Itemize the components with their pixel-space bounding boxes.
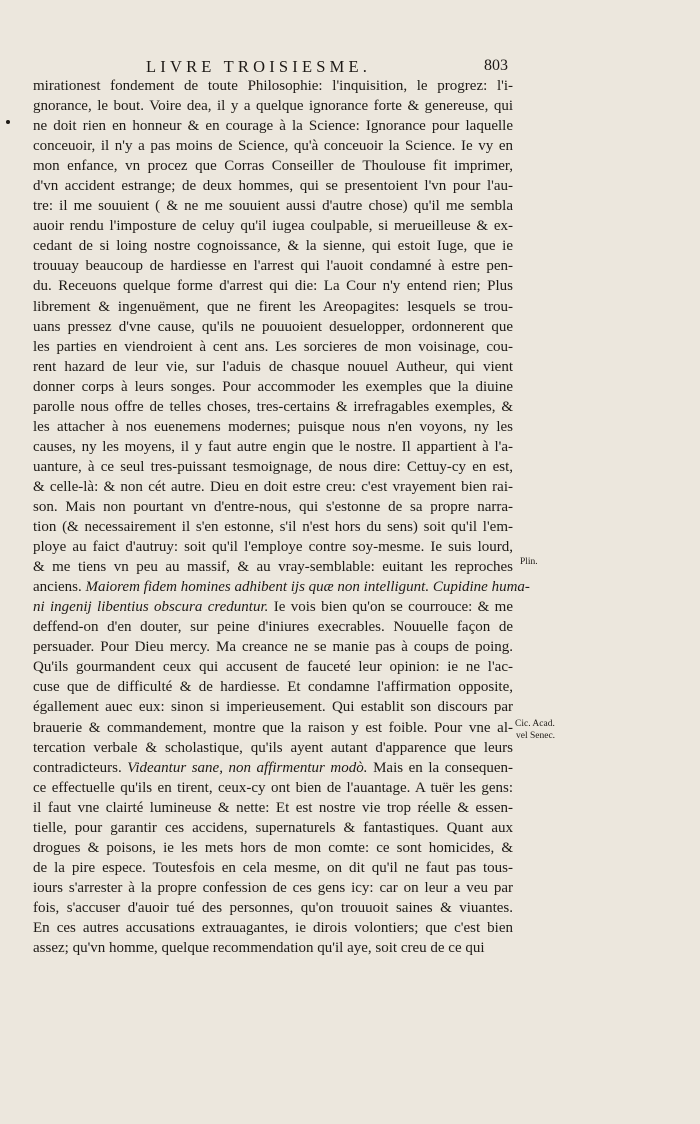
line-text: ne doit rien en honneur & en courage à la Science: Ignorance pour laquelle xyxy=(33,118,513,135)
line-text: causes, ny les moyens, il y faut autre engin que le nostre. Il appartient à l'a- xyxy=(33,438,513,455)
line-text: anciens. xyxy=(33,579,82,596)
text-line xyxy=(33,176,513,196)
line-text: égallement auec eux: sinon si imperieusement. Qui establit son discours par xyxy=(33,699,513,716)
text-line xyxy=(33,677,513,697)
text-line xyxy=(33,617,513,637)
text-line xyxy=(33,236,513,256)
text-line xyxy=(33,116,513,136)
line-text: & me tiens vn peu au massif, & au vray-semblable: euitant les reproches xyxy=(33,559,513,576)
line-text: tielle, pour garantir ces accidens, supernaturels & fantastiques. Quant aux xyxy=(33,819,513,836)
line-text: persuader. Pour Dieu mercy. Ma creance ne se manie pas à coups de poing. xyxy=(33,639,513,656)
line-text: mirationest fondement de toute Philosophie: l'inquisition, le progrez: l'i- xyxy=(33,78,513,94)
line-text: rent hazard de leur vie, sur l'aduis de chasque nouuel Autheur, qui vient xyxy=(33,358,513,375)
line-text: Ie vois bien qu'on se courrouce: & me xyxy=(273,599,514,616)
line-text: Qu'ils gourmandent ceux qui accusent de fauceté leur opinion: ie ne l'ac- xyxy=(33,659,513,676)
line-text: assez; qu'vn homme, quelque recommendation qu'il aye, soit creu de ce qui xyxy=(33,940,485,957)
line-text: Mais en la consequen- xyxy=(373,759,514,776)
line-text: brauerie & commandement, montre que la raison y est foible. Pour vne al- xyxy=(33,719,513,736)
running-head: LIVRE TROISIESME. xyxy=(146,57,372,76)
line-text: deffend-on d'en douter, sur peine d'iniures execrables. Nouuelle façon de xyxy=(33,619,513,636)
text-line xyxy=(33,818,513,838)
text-line xyxy=(33,758,513,778)
text-line xyxy=(33,497,513,517)
page-number: 803 xyxy=(484,57,508,74)
text-line xyxy=(33,216,513,236)
line-text: donner corps à leurs songes. Pour accommoder les exemples que la diuine xyxy=(33,378,513,395)
line-text: les parties en viendroient à cent ans. Les sorcieres de mon voisinage, cou- xyxy=(33,338,513,355)
line-text: contradicteurs. xyxy=(33,759,122,776)
text-line xyxy=(33,838,513,858)
latin-quotation: Maiorem fidem homines adhibent ijs quæ non intelligunt. Cupidine huma- xyxy=(85,579,530,596)
line-text: cedant de si loing nostre cognoissance, & la sienne, qui estoit Iuge, que ie xyxy=(33,238,513,255)
text-line xyxy=(33,697,513,717)
line-text: gnorance, le bout. Voire dea, il y a quelque ignorance forte & genereuse, qui xyxy=(33,98,513,115)
line-text: d'vn accident estrange; de deux hommes, qui se presentoient l'vn pour l'au- xyxy=(33,178,513,195)
text-line xyxy=(33,397,513,417)
line-text: iours s'arrester à la propre confession de ces gens icy: car on leur a veu par xyxy=(33,879,513,896)
line-text: conceuoir, il n'y a pas moins de Science, qu'à conceuoir la Science. Ie vy en xyxy=(33,138,513,155)
latin-quotation: Videantur sane, non affirmentur modò. xyxy=(127,759,368,776)
line-text: uanture, à ce seul tres-puissant tesmoignage, de nous dire: Cettuy-cy en est, xyxy=(33,458,513,475)
line-text: cuse que de difficulté & de hardiesse. Et condamne l'affirmation opposite, xyxy=(33,679,513,696)
text-line xyxy=(33,297,513,317)
line-text: auoir rendu l'imposture de celuy qu'il iugea coulpable, si merueilleuse & ex- xyxy=(33,218,513,235)
text-line xyxy=(33,738,513,758)
text-line xyxy=(33,276,513,296)
text-line xyxy=(33,938,513,958)
margin-note-plin: Plin. xyxy=(520,557,538,567)
text-line xyxy=(33,357,513,377)
text-line xyxy=(33,657,513,677)
text-line xyxy=(33,417,513,437)
text-line xyxy=(33,918,513,938)
line-text: de la pire espece. Toutesfois en cela mesme, on dit qu'il ne faut pas tous- xyxy=(33,859,513,876)
line-text: du. Receuons quelque forme d'arrest qui die: La Cour n'y entend rien; Plus xyxy=(33,278,513,295)
line-text: En ces autres accusations extrauagantes, ie dirois volontiers; que c'est bien xyxy=(33,919,513,936)
text-line xyxy=(33,597,513,617)
line-text: fois, s'accuser d'auoir tué des personnes, qu'on trouuoit saines & viuantes. xyxy=(33,899,513,916)
line-text: il faut vne clairté lumineuse & nette: Et est nostre vie trop réelle & essen- xyxy=(33,799,513,816)
text-line xyxy=(33,76,513,96)
line-text: tercation verbale & scholastique, qu'ils ayent autant d'apparence que leurs xyxy=(33,739,513,756)
text-line xyxy=(33,798,513,818)
text-line xyxy=(33,136,513,156)
text-line xyxy=(33,878,513,898)
line-text: mon enfance, vn procez que Corras Conseiller de Thoulouse fit imprimer, xyxy=(33,158,513,175)
text-line xyxy=(33,577,530,597)
text-line xyxy=(33,377,513,397)
text-line xyxy=(33,637,513,657)
line-text: ploye au faict d'autruy: soit qu'il l'employe contre soy-mesme. Ie suis lourd, xyxy=(33,539,513,556)
margin-note-cic-line2: vel Senec. xyxy=(516,731,556,741)
text-line xyxy=(33,256,513,276)
text-line xyxy=(33,537,513,557)
line-text: son. Mais non pourtant vn d'entre-nous, qui s'estonne de sa propre narra- xyxy=(33,498,513,515)
line-text: parolle nous offre de telles choses, tres-certains & irrefragables exemples, & xyxy=(33,398,513,415)
margin-note-cic-line1: Cic. Acad. xyxy=(515,719,555,729)
line-text: librement & ingenuëment, que ne firent les Areopagites: lesquels se trou- xyxy=(33,298,513,315)
text-line xyxy=(33,96,513,116)
line-text: les attacher à nos euenemens modernes; puisque nous n'en voyons, ny les xyxy=(33,418,513,435)
line-text: uans pressez d'vne cause, qu'ils ne pouuoient desuelopper, ordonnerent que xyxy=(33,318,513,335)
text-line xyxy=(33,337,513,357)
line-text: drogues & poisons, ie les mets hors de mon comte: ce sont homicides, & xyxy=(33,839,513,856)
text-line xyxy=(33,477,513,497)
text-line xyxy=(33,437,513,457)
latin-quotation: ni ingenij libentius obscura creduntur. xyxy=(33,599,269,616)
line-text: ce effectuelle qu'ils en tirent, ceux-cy ont bien de l'auantage. A tuër les gens: xyxy=(33,779,513,796)
text-line xyxy=(33,718,513,738)
text-line xyxy=(33,156,513,176)
text-line xyxy=(33,457,513,477)
text-line xyxy=(33,898,513,918)
line-text: & celle-là: & non cét autre. Dieu en doit estre creu: c'est vrayement bien rai- xyxy=(33,478,513,495)
text-line xyxy=(33,557,513,577)
line-text: trouuay beaucoup de hardiesse en l'arrest qui l'auoit condamné à estre pen- xyxy=(33,258,513,275)
text-line xyxy=(33,317,513,337)
text-line xyxy=(33,858,513,878)
margin-dot xyxy=(6,120,10,124)
text-line xyxy=(33,517,513,537)
line-text: tre: il me souuient ( & ne me souuient aussi d'autre chose) qu'il me sembla xyxy=(33,198,513,215)
line-text: tion (& necessairement il s'en estonne, s'il n'est hors du sens) soit qu'il l'em- xyxy=(33,519,513,536)
text-line xyxy=(33,196,513,216)
text-line xyxy=(33,778,513,798)
